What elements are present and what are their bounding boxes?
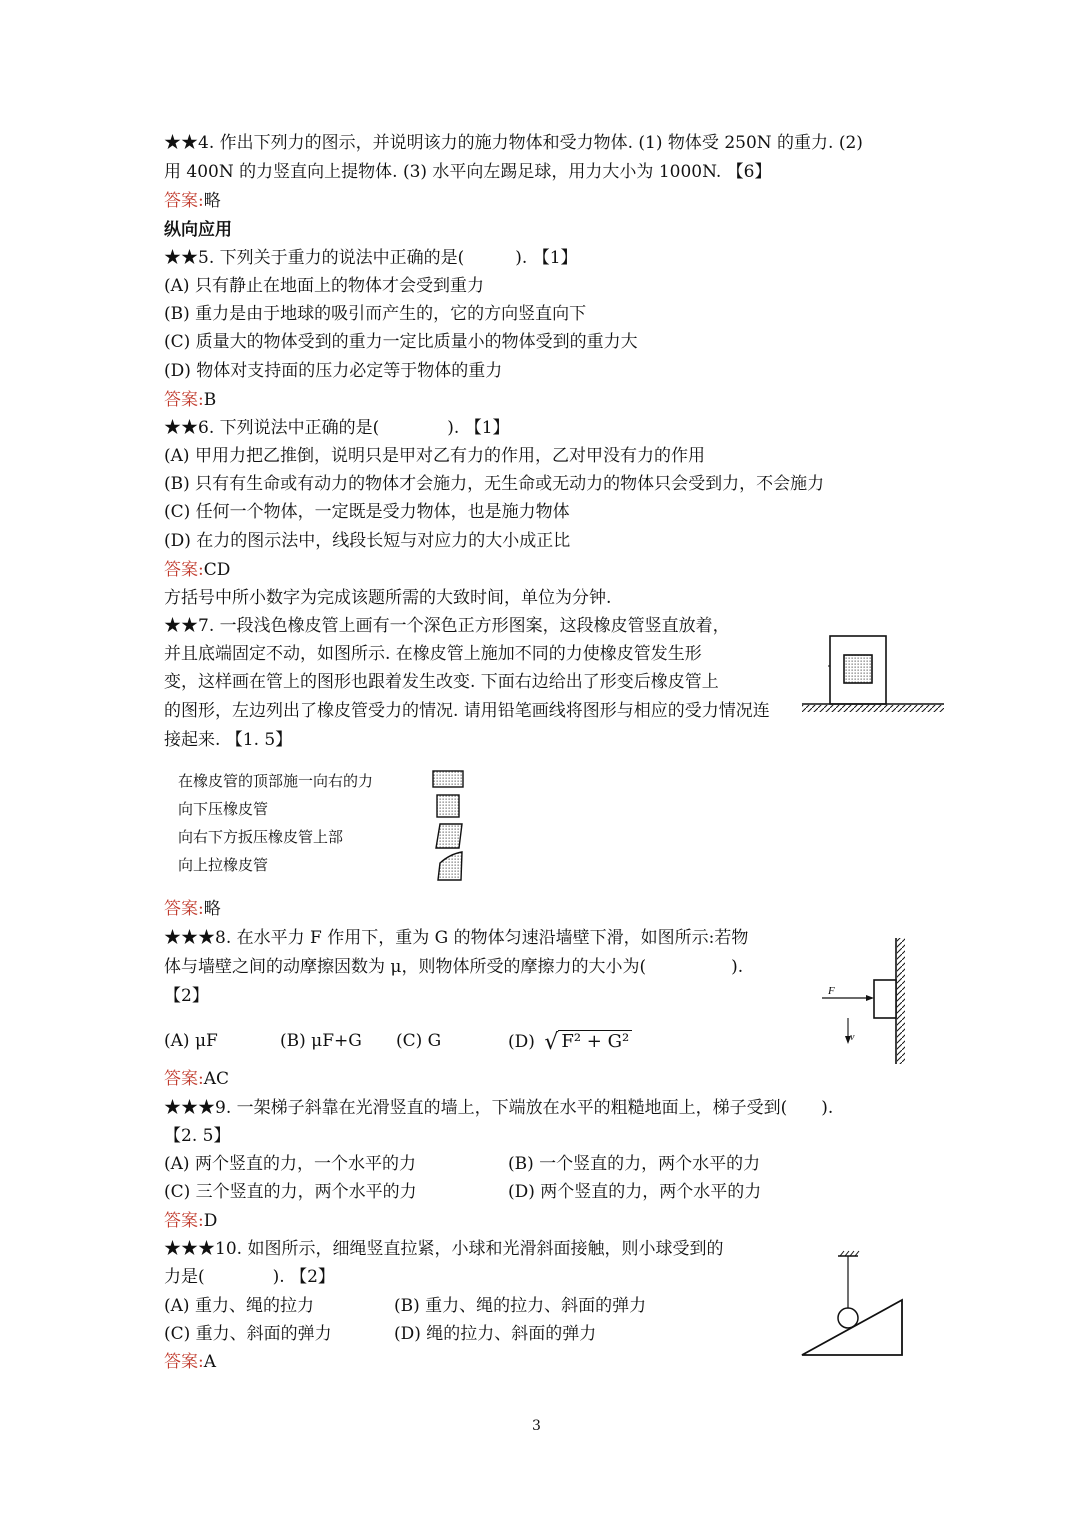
q8-line-1: ★★★8. 在水平力 F 作用下，重为 G 的物体匀速沿墙壁下滑，如图所示:若物 [164, 928, 749, 948]
answer-value: 略 [203, 191, 221, 211]
q8-line-3: 【2】 [164, 986, 209, 1006]
q6-stem: ★★6. 下列说法中正确的是( ). 【1】 [164, 418, 510, 438]
q7-force-2: 向下压橡皮管 [178, 800, 269, 818]
velocity-label: v [850, 1032, 855, 1043]
q5-stem: ★★5. 下列关于重力的说法中正确的是( ). 【1】 [164, 248, 578, 268]
answer-value: AC [203, 1069, 230, 1089]
answer-value: D [203, 1211, 218, 1231]
q7-answer [164, 897, 221, 921]
rubber-tube-figure [800, 630, 950, 720]
q7-line-2: 并且底端固定不动，如图所示. 在橡皮管上施加不同的力使橡皮管发生形 [164, 644, 702, 664]
q8-option-c: (C) G [396, 1031, 442, 1051]
answer-label: 答案: [164, 1352, 204, 1372]
q10-option-c: (C) 重力、斜面的弹力 [164, 1324, 332, 1344]
q10-line-1: ★★★10. 如图所示，细绳竖直拉紧，小球和光滑斜面接触，则小球受到的 [164, 1239, 724, 1259]
sqrt-sign: √ [544, 1030, 559, 1055]
q6-answer [164, 558, 230, 582]
q8-option-b: (B) μF+G [280, 1031, 362, 1051]
answer-label: 答案: [164, 390, 204, 410]
q8-answer [164, 1067, 229, 1091]
q9-line-2: 【2. 5】 [164, 1126, 231, 1146]
deformed-shapes-figure [430, 768, 470, 886]
q5-option-c: (C) 质量大的物体受到的重力一定比质量小的物体受到的重力大 [164, 332, 638, 352]
q9-option-a: (A) 两个竖直的力，一个水平的力 [164, 1154, 416, 1174]
answer-value: A [203, 1352, 217, 1372]
q7-force-3: 向右下方扳压橡皮管上部 [178, 828, 344, 846]
q5-option-d: (D) 物体对支持面的压力必定等于物体的重力 [164, 361, 503, 381]
q7-line-3: 变，这样画在管上的图形也跟着发生改变. 下面右边给出了形变后橡皮管上 [164, 672, 719, 692]
q8-line-2: 体与墙壁之间的动摩擦因数为 μ，则物体所受的摩擦力的大小为( ). [164, 957, 744, 977]
q9-line-1: ★★★9. 一架梯子斜靠在光滑竖直的墙上，下端放在水平的粗糙地面上，梯子受到( ). [164, 1098, 834, 1118]
q6-option-a: (A) 甲用力把乙推倒，说明只是甲对乙有力的作用，乙对甲没有力的作用 [164, 446, 705, 466]
force-label: F [828, 985, 835, 997]
q9-option-b: (B) 一个竖直的力，两个水平的力 [508, 1154, 761, 1174]
q7-force-4: 向上拉橡皮管 [178, 856, 269, 874]
answer-label: 答案: [164, 1069, 204, 1089]
q5-option-b: (B) 重力是由于地球的吸引而产生的，它的方向竖直向下 [164, 304, 587, 324]
answer-value: 略 [203, 899, 221, 919]
q7-line-1: ★★7. 一段浅色橡皮管上画有一个深色正方形图案，这段橡皮管竖直放着， [164, 616, 730, 636]
section-title: 纵向应用 [164, 220, 232, 240]
q10-answer [164, 1350, 216, 1374]
answer-value: B [203, 390, 217, 410]
q9-option-c: (C) 三个竖直的力，两个水平的力 [164, 1182, 417, 1202]
q10-line-2: 力是( ). 【2】 [164, 1267, 335, 1287]
answer-label: 答案: [164, 1211, 204, 1231]
q5-answer [164, 388, 216, 412]
answer-label: 答案: [164, 191, 204, 211]
q6-option-b: (B) 只有有生命或有动力的物体才会施力，无生命或无动力的物体只会受到力，不会施力 [164, 474, 825, 494]
wall-block-figure [818, 936, 908, 1068]
q4-answer [164, 189, 221, 213]
incline-ball-figure [800, 1248, 906, 1360]
q6-option-c: (C) 任何一个物体，一定既是受力物体，也是施力物体 [164, 502, 570, 522]
sqrt-expression [544, 1029, 632, 1054]
q9-answer [164, 1209, 217, 1233]
answer-value: CD [203, 560, 231, 580]
q10-option-d: (D) 绳的拉力、斜面的弹力 [394, 1324, 597, 1344]
q5-option-a: (A) 只有静止在地面上的物体才会受到重力 [164, 276, 484, 296]
answer-label: 答案: [164, 560, 204, 580]
answer-label: 答案: [164, 899, 204, 919]
time-note: 方括号中所小数字为完成该题所需的大致时间，单位为分钟. [164, 588, 612, 608]
q9-option-d: (D) 两个竖直的力，两个水平的力 [508, 1182, 762, 1202]
q10-option-b: (B) 重力、绳的拉力、斜面的弹力 [394, 1296, 647, 1316]
option-label: (D) [508, 1032, 535, 1052]
q8-option-a: (A) μF [164, 1031, 218, 1051]
q8-option-d [508, 1029, 632, 1054]
q7-line-5: 接起来. 【1. 5】 [164, 730, 293, 750]
q4-line-2: 用 400N 的力竖直向上提物体. (3) 水平向左踢足球，用力大小为 1000N. 【6】 [164, 162, 772, 182]
q10-option-a: (A) 重力、绳的拉力 [164, 1296, 314, 1316]
q7-line-4: 的图形，左边列出了橡皮管受力的情况. 请用铅笔画线将图形与相应的受力情况连 [164, 701, 770, 721]
q4-line-1: ★★4. 作出下列力的图示，并说明该力的施力物体和受力物体. (1) 物体受 250N 的重力. (2) [164, 133, 863, 153]
sqrt-radicand: F² + G² [558, 1030, 632, 1052]
q6-option-d: (D) 在力的图示法中，线段长短与对应力的大小成正比 [164, 531, 571, 551]
q7-force-1: 在橡皮管的顶部施一向右的力 [178, 772, 374, 790]
page-number: 3 [532, 1418, 541, 1434]
